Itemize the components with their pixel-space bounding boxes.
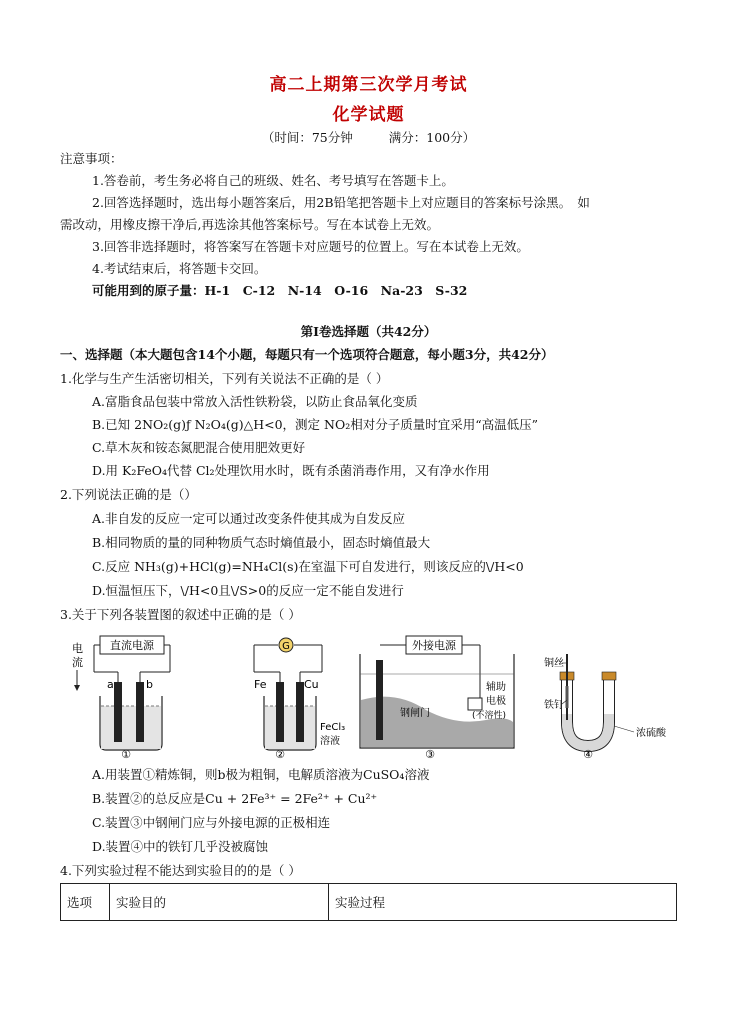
f3-gate-label: 钢闸门 [400,708,430,719]
f4-stopper-right [602,672,616,680]
notes-heading: 注意事项： [60,151,123,166]
part1-heading: 第Ⅰ卷选择题（共42分） [300,324,437,339]
f2-solution-label: FeCl₃ [320,722,346,733]
f3-aux-label: 辅助 [486,682,506,693]
q4-header-option: 选项 [61,884,110,921]
q2-option-b: B.相同物质的量的同种物质气态时熵值最小，固态时熵值最大 [92,535,431,550]
q1-stem: 1.化学与生产生活密切相关，下列有关说法不正确的是（ ） [60,371,389,386]
f2-cu-label: Cu [304,678,319,691]
q1-option-b: B.已知 2NO₂(g)ƒ N₂O₄(g)△H<0，测定 NO₂相对分子质量时宜采用“高温低压” [92,417,538,432]
f1-power-label: 直流电源 [110,639,154,652]
f1-electrode-b [136,682,144,742]
f2-solution [265,706,315,749]
f1-solution [101,706,161,749]
f3-power-label: 外接电源 [412,639,456,652]
f1-number: ① [121,748,131,761]
note-2b: 需改动，用橡皮擦干净后,再选涂其他答案标号。写在本试卷上无效。 [60,217,439,232]
f2-electrode-fe [276,682,284,742]
f2-galvanometer-label: G [282,641,290,652]
f4-number: ④ [583,748,593,761]
q4-stem: 4.下列实验过程不能达到实验目的的是（ ） [60,863,301,878]
figure-3-steel-gate [356,630,518,764]
f2-fe-label: Fe [254,678,267,691]
table-row [61,884,677,921]
q2-option-a: A.非自发的反应一定可以通过改变条件使其成为自发反应 [92,511,406,526]
f1-current-label-2: 流 [72,656,83,669]
f4-nail-label: 铁钉 [544,700,564,711]
q3-option-a: A.用装置①精炼铜，则b极为粗铜，电解质溶液为CuSO₄溶液 [92,767,430,782]
f2-number: ② [275,748,285,761]
q4-header-process: 实验过程 [329,884,677,921]
exam-title: 高二上期第三次学月考试 [269,75,468,95]
q4-header-purpose: 实验目的 [110,884,329,921]
f3-steel-gate [376,660,383,740]
q3-stem: 3.关于下列各装置图的叙述中正确的是（ ） [60,607,301,622]
q1-option-c: C.草木灰和铵态氮肥混合使用肥效更好 [92,440,306,455]
f3-aux-electrode [468,698,482,710]
f3-number: ③ [425,748,435,761]
note-3: 3.回答非选择题时，将答案写在答题卡对应题号的位置上。写在本试卷上无效。 [92,239,529,254]
f2-solution-label-2: 溶液 [320,736,340,747]
exam-time-score [0,128,737,146]
note-2a: 2.回答选择题时，选出每小题答案后，用2B铅笔把答题卡上对应题目的答案标号涂黑。 如 [92,195,590,210]
f1-electrode-a [114,682,122,742]
q3-option-d: D.装置④中的铁钉几乎没被腐蚀 [92,839,269,854]
f1-electrode-a-label: a [107,678,114,691]
f4-wire-label: 铜丝 [544,658,564,669]
figure-2-galvanic [250,630,350,764]
atomic-masses: 可能用到的原子量：H-1 C-12 N-14 O-16 Na-23 S-32 [92,283,468,298]
figure-4-u-tube [540,630,680,764]
q2-option-c: C.反应 NH₃(g)+HCl(g)=NH₄Cl(s)在室温下可自发进行，则该反应的\/H<0 [92,559,524,574]
exam-time: （时间：75分钟 [261,130,353,145]
f1-current-label: 电 [72,642,83,655]
f1-electrode-b-label: b [146,678,153,691]
note-4: 4.考试结束后，将答题卡交回。 [92,261,267,276]
section-heading: 一、选择题（本大题包含14个小题，每题只有一个选项符合题意，每小题3分，共42分） [60,347,554,362]
q3-option-c: C.装置③中钢闸门应与外接电源的正极相连 [92,815,331,830]
q2-stem: 2.下列说法正确的是（） [60,487,197,502]
exam-subject: 化学试题 [332,105,405,125]
q1-option-d: D.用 K₂FeO₄代替 Cl₂处理饮用水时，既有杀菌消毒作用，又有净水作用 [92,463,490,478]
exam-score: 满分：100分） [388,130,476,145]
f3-aux-label-3: (不溶性) [472,711,507,721]
q4-table [60,883,677,921]
f3-aux-label-2: 电极 [486,696,506,707]
q3-option-b: B.装置②的总反应是Cu + 2Fe³⁺ = 2Fe²⁺ + Cu²⁺ [92,791,378,806]
f2-electrode-cu [296,682,304,742]
figure-1-electrolysis [64,630,184,764]
q1-option-a: A.富脂食品包装中常放入活性铁粉袋，以防止食品氧化变质 [92,394,418,409]
f4-acid-label: 浓硫酸 [636,728,666,739]
q2-option-d: D.恒温恒压下，\/H<0且\/S>0的反应一定不能自发进行 [92,583,404,598]
note-1: 1.答卷前，考生务必将自己的班级、姓名、考号填写在答题卡上。 [92,173,454,188]
